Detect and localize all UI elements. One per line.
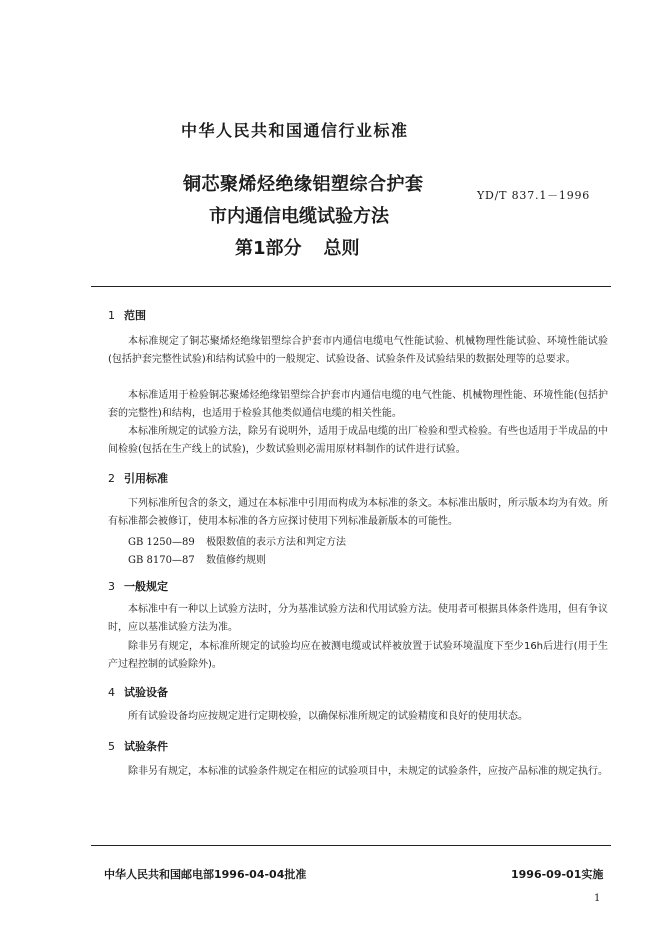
section-4-paragraph-1: 所有试验设备均应按规定进行定期校验，以确保标准所规定的试验精度和良好的使用状态。	[128, 711, 528, 722]
reference-title: 数值修约规则	[206, 555, 266, 566]
reference-item	[128, 551, 266, 566]
document-title-line-1: 铜芯聚烯烃绝缘铝塑综合护套	[183, 174, 424, 195]
standard-number: YD/T 837.1－1996	[477, 189, 591, 202]
document-title-line-2: 市内通信电缆试验方法	[209, 206, 389, 227]
section-number: 2	[108, 472, 115, 485]
section-number: 3	[108, 580, 115, 593]
footer-divider	[91, 845, 611, 846]
reference-item	[128, 533, 346, 548]
header-divider	[91, 286, 611, 287]
section-1-paragraph-2: 本标准适用于检验铜芯聚烯烃绝缘铝塑综合护套市内通信电缆的电气性能、机械物理性能、环境性能(包括护套的完整性)和结构，也适用于检验其他类似通信电缆的相关性能。	[108, 390, 608, 419]
section-number: 1	[108, 309, 115, 322]
part-number: 第1部分	[235, 238, 302, 259]
implementation-date: 1996-09-01实施	[511, 868, 604, 881]
reference-title: 极限数值的表示方法和判定方法	[206, 537, 346, 548]
reference-code: GB 8170—87	[128, 555, 195, 566]
section-title: 范围	[124, 309, 146, 322]
section-number: 5	[108, 740, 115, 753]
section-2-heading	[108, 470, 168, 486]
section-1-heading	[108, 307, 146, 323]
standard-category: 中华人民共和国通信行业标准	[181, 121, 409, 140]
part-name: 总则	[323, 238, 360, 259]
section-3-heading	[108, 578, 168, 594]
section-3-paragraph-1: 本标准中有一种以上试验方法时，分为基准试验方法和代用试验方法。使用者可根据具体条件选用，但有争议时，应以基准试验方法为准。	[108, 604, 608, 633]
section-5-heading	[108, 738, 168, 754]
reference-code: GB 1250—89	[128, 537, 195, 548]
section-title: 引用标准	[124, 472, 168, 485]
section-title: 试验设备	[124, 686, 168, 699]
section-3-paragraph-2: 除非另有规定，本标准所规定的试验均应在被测电缆或试样被放置于试验环境温度下至少16h后进行(用于生产过程控制的试验除外)。	[108, 641, 608, 670]
section-title: 一般规定	[124, 580, 168, 593]
section-title: 试验条件	[124, 740, 168, 753]
section-5-paragraph-1: 除非另有规定，本标准的试验条件规定在相应的试验项目中，未规定的试验条件，应按产品标准的规定执行。	[128, 766, 608, 777]
approval-note: 中华人民共和国邮电部1996-04-04批准	[104, 868, 307, 881]
section-2-paragraph-1: 下列标准所包含的条文，通过在本标准中引用而构成为本标准的条文。本标准出版时，所示版本均为有效。所有标准都会被修订，使用本标准的各方应探讨使用下列标准最新版本的可能性。	[108, 498, 608, 527]
section-1-paragraph-3: 本标准所规定的试验方法，除另有说明外，适用于成品电缆的出厂检验和型式检验。有些也适用于半成品的中间检验(包括在生产线上的试验)，少数试验则必需用原材料制作的试件进行试验。	[108, 426, 608, 455]
document-title-part	[235, 234, 360, 260]
section-number: 4	[108, 686, 115, 699]
section-1-paragraph-1: 本标准规定了铜芯聚烯烃绝缘铝塑综合护套市内通信电缆电气性能试验、机械物理性能试验、环境性能试验(包括护套完整性试验)和结构试验中的一般规定、试验设备、试验条件及试验结果的数据处理等的总要求。	[108, 336, 608, 365]
section-4-heading	[108, 684, 168, 700]
page-number: 1	[594, 893, 601, 904]
